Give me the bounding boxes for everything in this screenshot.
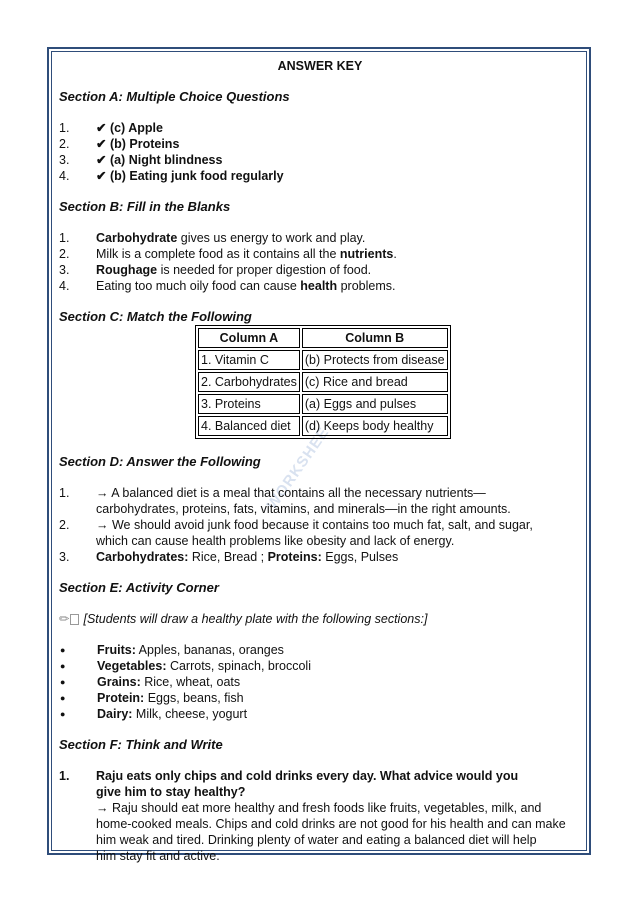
mcq-answer: ✔ (c) Apple (96, 121, 163, 135)
item-number: 4. (59, 169, 70, 183)
answer-line: which can cause health problems like obesity and lack of energy. (96, 534, 455, 548)
answer-line: → A balanced diet is a meal that contains all the necessary nutrients— (96, 486, 486, 500)
list-item (59, 690, 581, 706)
item-number: 1. (59, 486, 70, 500)
question-line: give him to stay healthy? (96, 785, 246, 799)
plate-section-text: Milk, cheese, yogurt (132, 707, 248, 721)
table-cell: 1. Vitamin C (198, 350, 300, 370)
answer-key-document (59, 58, 581, 864)
table-cell: (a) Eggs and pulses (302, 394, 448, 414)
activity-instruction (59, 611, 581, 627)
table-cell: 3. Proteins (198, 394, 300, 414)
item-number: 2. (59, 137, 70, 151)
page-title: ANSWER KEY (277, 59, 363, 73)
list-item (59, 768, 581, 864)
mcq-answer: ✔ (a) Night blindness (96, 153, 223, 167)
blank-post: . (393, 247, 397, 261)
section-e-heading: Section E: Activity Corner (59, 580, 219, 595)
bullet-icon: ● (60, 661, 66, 671)
answer-line: him weak and tired. Drinking plenty of water and eating a balanced diet will help (96, 833, 537, 847)
instruction-text: [Students will draw a healthy plate with the following sections:] (83, 612, 428, 626)
answer-text: Rice, Bread ; (188, 550, 268, 564)
list-item (59, 262, 581, 278)
list-item (59, 485, 581, 517)
answer-line: home-cooked meals. Chips and cold drinks are not good for his health and can make (96, 817, 566, 831)
blank-post: is needed for proper digestion of food. (157, 263, 372, 277)
plate-section-label: Dairy: (97, 707, 133, 721)
blank-answer: health (300, 279, 338, 293)
list-item (59, 549, 581, 565)
table-row (198, 394, 448, 414)
match-table (195, 325, 451, 439)
item-number: 2. (59, 518, 70, 532)
section-b-heading: Section B: Fill in the Blanks (59, 199, 231, 214)
bullet-icon: ● (60, 677, 66, 687)
table-cell: (b) Protects from disease (302, 350, 448, 370)
list-item (59, 152, 581, 168)
list-item (59, 658, 581, 674)
plate-section-text: Eggs, beans, fish (144, 691, 244, 705)
blank-answer: Carbohydrate (96, 231, 178, 245)
list-item (59, 642, 581, 658)
mcq-answer: ✔ (b) Eating junk food regularly (96, 169, 284, 183)
column-b-header: Column B (302, 328, 448, 348)
blank-answer: Roughage (96, 263, 158, 277)
answer-line: → Raju should eat more healthy and fresh foods like fruits, vegetables, milk, and (96, 801, 542, 815)
section-c-heading: Section C: Match the Following (59, 309, 252, 324)
table-row (198, 372, 448, 392)
item-number: 1. (59, 231, 70, 245)
list-item (59, 674, 581, 690)
table-cell: 4. Balanced diet (198, 416, 300, 436)
answer-line: carbohydrates, proteins, fats, vitamins, and minerals—in the right amounts. (96, 502, 511, 516)
answer-label: Carbohydrates: (96, 550, 189, 564)
item-number: 4. (59, 279, 70, 293)
list-item (59, 136, 581, 152)
bullet-icon: ● (60, 645, 66, 655)
table-cell: (d) Keeps body healthy (302, 416, 448, 436)
table-cell: (c) Rice and bread (302, 372, 448, 392)
mcq-answer: ✔ (b) Proteins (96, 137, 180, 151)
section-d-heading: Section D: Answer the Following (59, 454, 261, 469)
answer-line: him stay fit and active. (96, 849, 220, 863)
answer-label: Proteins: (267, 550, 322, 564)
plate-section-text: Rice, wheat, oats (140, 675, 241, 689)
blank-pre: Milk is a complete food as it contains all the (96, 247, 340, 261)
list-item (59, 230, 581, 246)
pencil-icon: ✏ (59, 612, 70, 626)
placeholder-box-icon (70, 614, 79, 625)
blank-post: gives us energy to work and play. (177, 231, 366, 245)
plate-section-label: Fruits: (97, 643, 136, 657)
answer-text: Eggs, Pulses (321, 550, 399, 564)
blank-answer: nutrients (339, 247, 394, 261)
bullet-icon: ● (60, 693, 66, 703)
table-row (198, 350, 448, 370)
bullet-icon: ● (60, 709, 66, 719)
plate-section-text: Apples, bananas, oranges (135, 643, 284, 657)
table-row (198, 416, 448, 436)
item-number: 1. (59, 769, 70, 783)
blank-pre: Eating too much oily food can cause (96, 279, 301, 293)
plate-section-label: Grains: (97, 675, 141, 689)
watermark: WORKSHEE (263, 424, 333, 513)
question-line: Raju eats only chips and cold drinks every day. What advice would you (96, 769, 519, 783)
item-number: 1. (59, 121, 70, 135)
item-number: 3. (59, 153, 70, 167)
item-number: 3. (59, 550, 70, 564)
list-item (59, 278, 581, 294)
list-item (59, 706, 581, 722)
table-cell: 2. Carbohydrates (198, 372, 300, 392)
list-item (59, 246, 581, 262)
item-number: 3. (59, 263, 70, 277)
blank-post: problems. (337, 279, 396, 293)
plate-section-text: Carrots, spinach, broccoli (166, 659, 311, 673)
item-number: 2. (59, 247, 70, 261)
list-item (59, 168, 581, 184)
plate-section-label: Vegetables: (97, 659, 167, 673)
column-a-header: Column A (198, 328, 300, 348)
section-a-heading: Section A: Multiple Choice Questions (59, 89, 290, 104)
list-item (59, 517, 581, 549)
list-item (59, 120, 581, 136)
section-f-heading: Section F: Think and Write (59, 737, 223, 752)
plate-section-label: Protein: (97, 691, 145, 705)
answer-line: → We should avoid junk food because it contains too much fat, salt, and sugar, (96, 518, 533, 532)
